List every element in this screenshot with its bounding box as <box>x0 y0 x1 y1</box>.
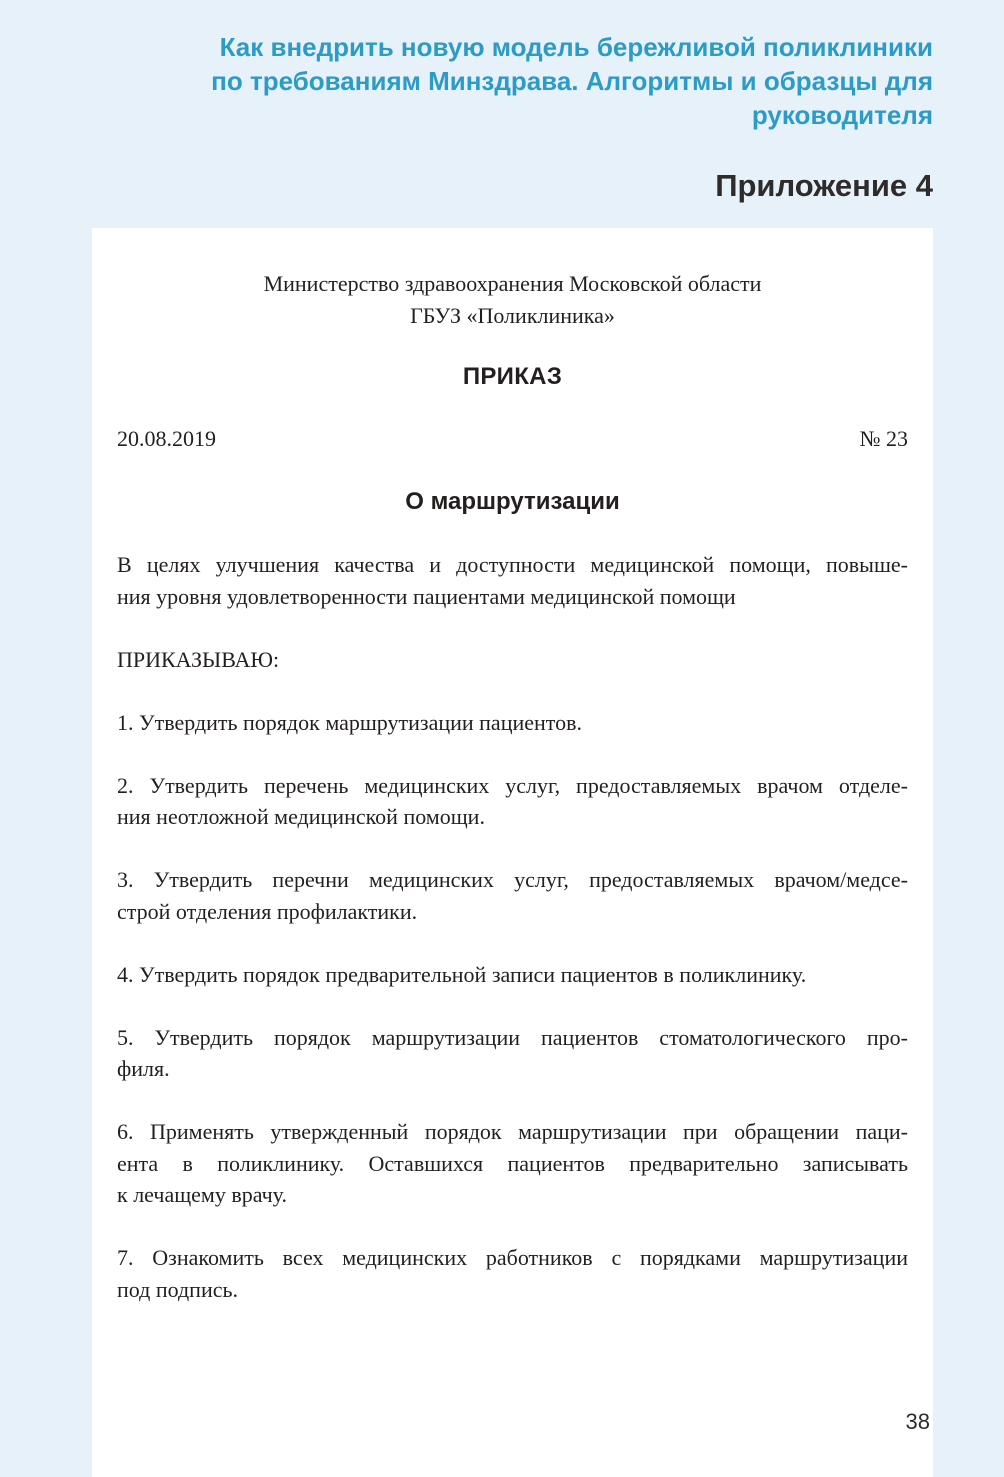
paragraph-line: 1. Утвердить порядок маршрутизации пациентов. <box>117 709 582 735</box>
doc-number: № 23 <box>859 426 908 451</box>
paragraph <box>117 770 908 833</box>
book-header <box>120 30 933 132</box>
document-body <box>117 549 908 1305</box>
paragraph-line: 7. Ознакомить всех медицинских работников с порядками маршрутизации <box>117 1245 908 1270</box>
paragraph <box>117 1022 908 1085</box>
paragraph <box>117 864 908 927</box>
paragraph <box>117 707 908 739</box>
book-header-line: по требованиям Минздрава. Алгоритмы и образцы для руководителя <box>211 66 933 130</box>
date-row <box>117 423 908 454</box>
paragraph <box>117 1242 908 1305</box>
paragraph-line: 6. Применять утвержденный порядок маршрутизации при обращении паци- <box>117 1119 908 1144</box>
paragraph-line: под подпись. <box>117 1276 239 1302</box>
paragraph-line: 5. Утвердить порядок маршрутизации пациентов стоматологического про- <box>117 1024 908 1050</box>
paragraph-line: ПРИКАЗЫВАЮ: <box>117 646 280 672</box>
paragraph-line: 4. Утвердить порядок предварительной записи пациентов в поликлинику. <box>117 961 807 987</box>
paragraph-line: ента в поликлинику. Оставшихся пациентов предварительно записывать <box>117 1150 908 1176</box>
appendix-title: Приложение 4 <box>715 168 933 203</box>
paragraph <box>117 959 908 991</box>
document-sheet-inner <box>92 228 933 1477</box>
paragraph-line: В целях улучшения качества и доступности медицинской помощи, повыше- <box>117 552 908 577</box>
org-name-line: Министерство здравоохранения Московской области <box>263 271 762 296</box>
page-number: 38 <box>905 1409 930 1434</box>
paragraph <box>117 644 908 676</box>
doc-date: 20.08.2019 <box>117 426 216 451</box>
document-sheet <box>92 228 933 1477</box>
book-header-line: Как внедрить новую модель бережливой поликлиники <box>219 32 933 62</box>
org-name-line: ГБУЗ «Поликлиника» <box>410 303 615 328</box>
paragraph-line: к лечащему врачу. <box>117 1182 287 1207</box>
paragraph-line: филя. <box>117 1056 170 1081</box>
paragraph <box>117 1116 908 1211</box>
paragraph <box>117 549 908 612</box>
paragraph-line: 2. Утвердить перечень медицинских услуг, предоставляемых врачом отделе- <box>117 772 908 798</box>
doc-type-heading: ПРИКАЗ <box>462 363 563 390</box>
paragraph-line: ния неотложной медицинской помощи. <box>117 804 485 829</box>
paragraph-line: ния уровня удовлетворенности пациентами медицинской помощи <box>117 583 736 609</box>
paragraph-line: строй отделения профилактики. <box>117 898 418 924</box>
paragraph-line: 3. Утвердить перечни медицинских услуг, предоставляемых врачом/медсе- <box>117 867 908 892</box>
org-name <box>117 268 908 332</box>
subject-heading: О маршрутизации <box>405 488 620 515</box>
